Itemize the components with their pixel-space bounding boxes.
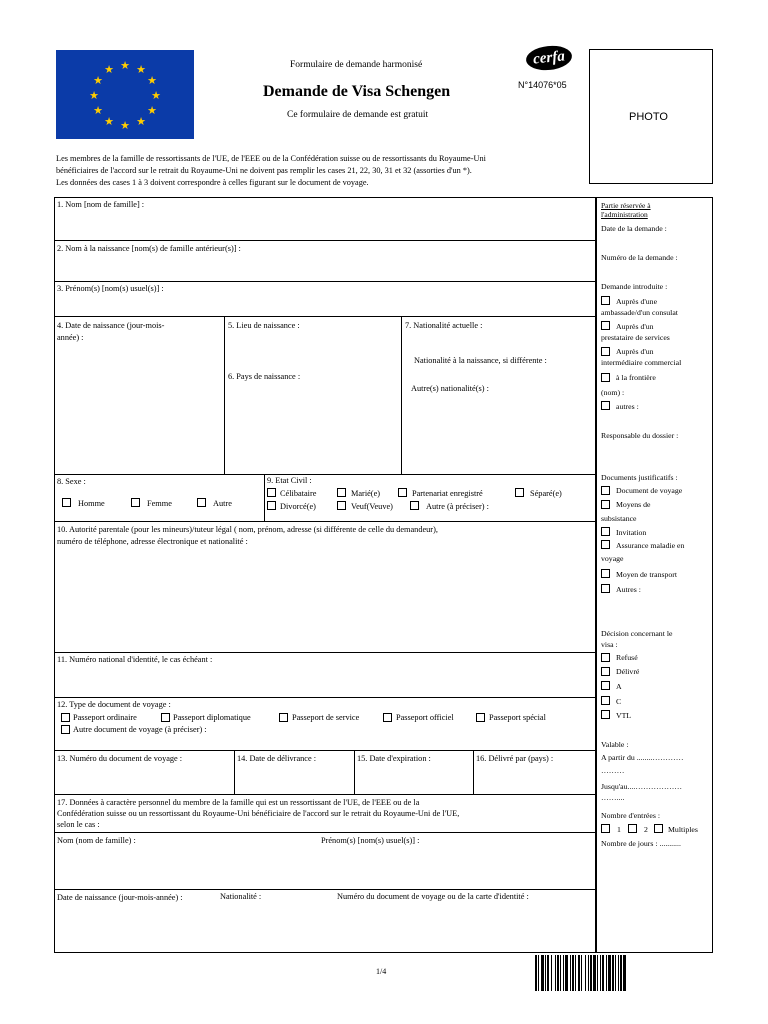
option-label: Autre <box>213 499 232 508</box>
star-icon: ★ <box>147 104 157 117</box>
admin-valable: Valable : <box>601 740 629 749</box>
option-label: à la frontière <box>616 373 656 382</box>
option-label: Refusé <box>616 653 638 662</box>
option-label: Moyen de transport <box>616 570 678 579</box>
option-label: Auprès d'un <box>616 347 654 356</box>
free-note: Ce formulaire de demande est gratuit <box>287 110 429 120</box>
field-4-date-naissance-cont: année) : <box>57 333 84 342</box>
field-12-type-document: 12. Type de document de voyage : <box>57 700 171 709</box>
field-8-sexe: 8. Sexe : <box>57 477 86 486</box>
field-3-prenom[interactable]: 3. Prénom(s) [nom(s) usuel(s)] : <box>57 284 164 293</box>
star-icon: ★ <box>147 74 157 87</box>
option-label: Multiples <box>668 825 698 834</box>
admin-decision: Décision concernant le <box>601 629 673 638</box>
checkbox-visa-a[interactable] <box>601 681 610 690</box>
option-label: Homme <box>78 499 105 508</box>
field-6-pays-naissance[interactable]: 6. Pays de naissance : <box>228 372 301 381</box>
admin-title-line-2: l'administration <box>601 210 648 219</box>
option-label: Autre document de voyage (à préciser) : <box>73 725 207 734</box>
admin-jusqu: Jusqu'au....……………… <box>601 782 683 791</box>
checkbox-marie[interactable] <box>337 488 346 497</box>
form-subtitle: Formulaire de demande harmonisé <box>290 60 423 70</box>
admin-responsable: Responsable du dossier : <box>601 431 679 440</box>
checkbox-refuse[interactable] <box>601 653 610 662</box>
field-5-lieu-naissance[interactable]: 5. Lieu de naissance : <box>228 321 300 330</box>
admin-a-partir: A partir du ........………… <box>601 753 684 762</box>
field-17-nationalite[interactable]: Nationalité : <box>220 892 262 901</box>
admin-decision-cont: visa : <box>601 640 618 649</box>
option-label: Passeport de service <box>292 713 360 722</box>
checkbox-delivre[interactable] <box>601 667 610 676</box>
intro-line-3: Les données des cases 1 à 3 doivent correspondre à celles figurant sur le document de voyage. <box>56 178 369 187</box>
field-14-date-delivrance[interactable]: 14. Date de délivrance : <box>237 754 317 763</box>
star-icon: ★ <box>136 115 146 128</box>
checkbox-entree-2[interactable] <box>628 824 637 833</box>
option-label: voyage <box>601 554 624 563</box>
checkbox-celibataire[interactable] <box>267 488 276 497</box>
cerfa-logo: cerfa <box>525 44 573 73</box>
admin-title-line-1: Partie réservée à <box>601 201 651 210</box>
option-label: Séparé(e) <box>530 489 562 498</box>
option-label: Veuf(Veuve) <box>351 502 393 511</box>
admin-nombre-jours: Nombre de jours : ........... <box>601 839 681 848</box>
checkbox-invitation[interactable] <box>601 527 610 536</box>
admin-nombre-entrees: Nombre d'entrées : <box>601 811 660 820</box>
checkbox-autres-docs[interactable] <box>601 584 610 593</box>
field-10-autorite-parentale[interactable]: 10. Autorité parentale (pour les mineurs)/tuteur légal ( nom, prénom, adresse (si différente de celle du demandeur), <box>57 525 438 534</box>
checkbox-entree-multiples[interactable] <box>654 824 663 833</box>
option-label: Assurance maladie en <box>616 541 685 550</box>
option-label: Passeport ordinaire <box>73 713 137 722</box>
option-label: A <box>616 682 622 691</box>
cerfa-number: N°14076*05 <box>518 80 567 90</box>
option-label: Femme <box>147 499 172 508</box>
star-icon: ★ <box>120 59 130 72</box>
field-7-autres-nationalites[interactable]: Autre(s) nationalité(s) : <box>411 384 489 393</box>
field-4-date-naissance[interactable]: 4. Date de naissance (jour-mois- <box>57 321 165 330</box>
field-2-nom-naissance[interactable]: 2. Nom à la naissance [nom(s) de famille antérieur(s)] : <box>57 244 241 253</box>
star-icon: ★ <box>93 104 103 117</box>
field-16-delivre-par[interactable]: 16. Délivré par (pays) : <box>476 754 554 763</box>
checkbox-veuf[interactable] <box>337 501 346 510</box>
checkbox-passeport-service[interactable] <box>279 713 288 722</box>
checkbox-separe[interactable] <box>515 488 524 497</box>
admin-numero-demande: Numéro de la demande : <box>601 253 678 262</box>
option-label: (nom) : <box>601 388 625 397</box>
checkbox-partenariat[interactable] <box>398 488 407 497</box>
checkbox-assurance[interactable] <box>601 540 610 549</box>
checkbox-vtl[interactable] <box>601 710 610 719</box>
option-label: Délivré <box>616 667 640 676</box>
admin-a-partir-dots: ……… <box>601 766 625 775</box>
field-17-prenom[interactable]: Prénom(s) [nom(s) usuel(s)] : <box>321 836 420 845</box>
star-icon: ★ <box>89 89 99 102</box>
option-label: subsistance <box>601 514 637 523</box>
form-title: Demande de Visa Schengen <box>263 83 451 100</box>
checkbox-autre-etat[interactable] <box>410 501 419 510</box>
field-13-numero-document[interactable]: 13. Numéro du document de voyage : <box>57 754 183 763</box>
checkbox-passeport-diplomatique[interactable] <box>161 713 170 722</box>
checkbox-visa-c[interactable] <box>601 696 610 705</box>
admin-demande-introduite: Demande introduite : <box>601 282 668 291</box>
option-label: prestataire de services <box>601 333 670 342</box>
option-label: Passeport spécial <box>489 713 546 722</box>
field-17-cont-2: selon le cas : <box>57 820 100 829</box>
option-label: Autre (à préciser) : <box>426 502 489 511</box>
option-label: Document de voyage <box>616 486 683 495</box>
checkbox-passeport-officiel[interactable] <box>383 713 392 722</box>
checkbox-prestataire[interactable] <box>601 321 610 330</box>
checkbox-transport[interactable] <box>601 569 610 578</box>
checkbox-homme[interactable] <box>62 498 71 507</box>
checkbox-autre-document[interactable] <box>61 725 70 734</box>
option-label: Auprès d'un <box>616 322 654 331</box>
option-label: Auprès d'une <box>616 297 658 306</box>
field-9-etat-civil: 9. Etat Civil : <box>267 476 312 485</box>
intro-line-2: bénéficiaires de l'accord sur le retrait du Royaume-Uni ne doivent pas remplir les cases 21, 22, 30, 31 et 32 (assorties d'un *). <box>56 166 472 175</box>
admin-title <box>601 201 651 219</box>
field-17-donnees-famille: 17. Données à caractère personnel du membre de la famille qui est un ressortissant de l'UE, de l'EEE ou de la <box>57 798 420 807</box>
option-label: ambassade/d'un consulat <box>601 308 678 317</box>
checkbox-femme[interactable] <box>131 498 140 507</box>
field-17-numero-document[interactable]: Numéro du document de voyage ou de la carte d'identité : <box>337 892 529 901</box>
option-label: intermédiaire commercial <box>601 358 682 367</box>
star-icon: ★ <box>136 63 146 76</box>
option-label: Passeport officiel <box>396 713 454 722</box>
option-label: 1 <box>617 825 621 834</box>
field-10-cont: numéro de téléphone, adresse électronique et nationalité : <box>57 537 248 546</box>
option-label: Invitation <box>616 528 647 537</box>
admin-documents: Documents justificatifs : <box>601 473 678 482</box>
checkbox-frontiere[interactable] <box>601 373 610 382</box>
option-label: autres : <box>616 402 639 411</box>
field-11-numero-identite[interactable]: 11. Numéro national d'identité, le cas échéant : <box>57 655 213 664</box>
option-label: C <box>616 697 622 706</box>
option-label: Autres : <box>616 585 641 594</box>
field-1-nom[interactable]: 1. Nom [nom de famille] : <box>57 200 145 209</box>
admin-date-demande: Date de la demande : <box>601 224 667 233</box>
field-15-date-expiration[interactable]: 15. Date d'expiration : <box>357 754 431 763</box>
option-label: VTL <box>616 711 632 720</box>
star-icon: ★ <box>104 115 114 128</box>
photo-label: PHOTO <box>629 111 668 123</box>
option-label: Célibataire <box>280 489 317 498</box>
star-icon: ★ <box>151 89 161 102</box>
page-number: 1/4 <box>376 967 387 976</box>
checkbox-entree-1[interactable] <box>601 824 610 833</box>
checkbox-autre[interactable] <box>197 498 206 507</box>
checkbox-autres-intro[interactable] <box>601 401 610 410</box>
checkbox-divorce[interactable] <box>267 501 276 510</box>
checkbox-intermediaire[interactable] <box>601 347 610 356</box>
checkbox-passeport-special[interactable] <box>476 713 485 722</box>
star-icon: ★ <box>93 74 103 87</box>
option-label: Divorcé(e) <box>280 502 316 511</box>
option-label: Marié(e) <box>351 489 381 498</box>
field-7-nationalite-naissance[interactable]: Nationalité à la naissance, si différente : <box>414 356 547 365</box>
barcode <box>535 955 713 991</box>
checkbox-passeport-ordinaire[interactable] <box>61 713 70 722</box>
checkbox-doc-voyage[interactable] <box>601 486 610 495</box>
field-7-nationalite[interactable]: 7. Nationalité actuelle : <box>405 321 483 330</box>
eu-flag-logo <box>56 50 194 139</box>
admin-jusqu-dots: …….... <box>601 793 625 802</box>
star-icon: ★ <box>120 119 130 132</box>
option-label: 2 <box>644 825 648 834</box>
option-label: Moyens de <box>616 500 651 509</box>
star-icon: ★ <box>104 63 114 76</box>
field-17-nom[interactable]: Nom (nom de famille) : <box>57 836 136 845</box>
checkbox-ambassade[interactable] <box>601 296 610 305</box>
intro-line-1: Les membres de la famille de ressortissants de l'UE, de l'EEE ou de la Confédération suisse ou de ressortissants du Royaume-Uni <box>56 154 486 163</box>
field-17-cont-1: Confédération suisse ou un ressortissant du Royaume-Uni bénéficiaire de l'accord sur le retrait du Royaume-Uni de l'UE, <box>57 809 460 818</box>
checkbox-moyens-subsistance[interactable] <box>601 500 610 509</box>
option-label: Partenariat enregistré <box>412 489 483 498</box>
option-label: Passeport diplomatique <box>173 713 251 722</box>
field-17-date-naissance[interactable]: Date de naissance (jour-mois-année) : <box>57 893 183 902</box>
